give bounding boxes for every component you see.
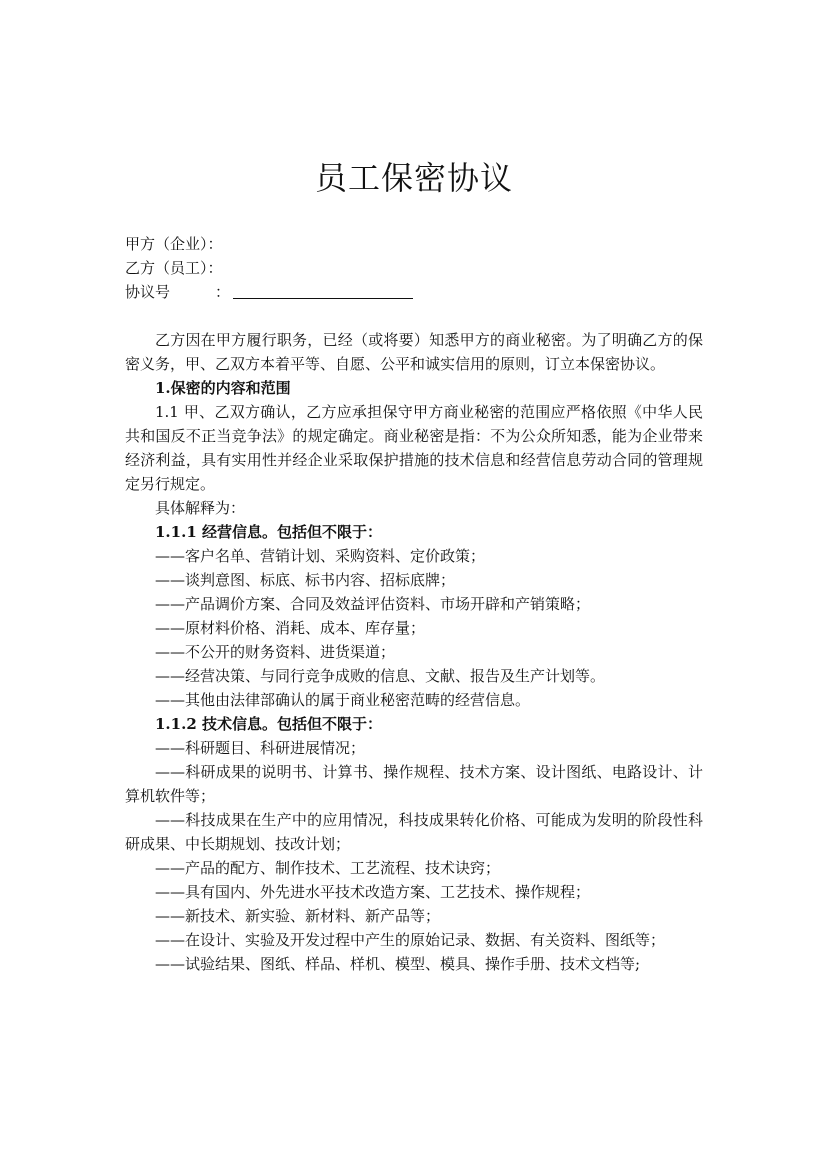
agreement-number-label: 协议号 [125,283,171,301]
technical-item: ——新技术、新实验、新材料、新产品等； [155,907,441,925]
agreement-number-line [125,280,703,304]
business-item: ——客户名单、营销计划、采购资料、定价政策； [155,547,486,565]
business-item: ——产品调价方案、合同及效益评估资料、市场开辟和产销策略； [155,595,591,613]
party-b-line [125,256,703,280]
technical-item: ——具有国内、外先进水平技术改造方案、工艺技术、操作规程； [155,883,591,901]
technical-item: ——在设计、实验及开发过程中产生的原始记录、数据、有关资料、图纸等； [155,931,666,949]
section-1-1-2-heading: 1.1.2 技术信息。包括但不限于： [155,715,382,733]
agreement-number-separator: ： [215,283,231,301]
business-item: ——其他由法律部确认的属于商业秘密范畴的经营信息。 [155,691,531,709]
paragraph-gap [125,304,703,328]
technical-item: ——产品的配方、制作技术、工艺流程、技术诀窍； [155,859,501,877]
technical-item: ——科技成果在生产中的应用情况，科技成果转化价格、可能成为发明的阶段性科研成果、中长期规划、技改计划； [125,811,703,853]
document-title: 员工保密协议 [314,159,513,197]
business-item: ——不公开的财务资料、进货渠道； [155,643,396,661]
business-item: ——经营决策、与同行竞争成败的信息、文献、报告及生产计划等。 [155,667,606,685]
section-1-heading: 1.保密的内容和范围 [155,379,291,397]
technical-item: ——科研题目、科研进展情况； [155,739,366,757]
explanation-label: 具体解释为： [155,499,246,517]
party-b-label: 乙方（员工）： [125,259,223,277]
document-content [125,150,703,976]
party-a-line [125,232,703,256]
business-item: ——原材料价格、消耗、成本、库存量； [155,619,426,637]
section-1-1-paragraph: 1.1 甲、乙双方确认，乙方应承担保守甲方商业秘密的范围应严格依照《中华人民共和国反不正当竞争法》的规定确定。商业秘密是指：不为公众所知悉，能为企业带来经济利益，具有实用性并经企业采取保护措施的技术信息和经营信息劳动合同的管理规定另行规定。 [125,403,703,493]
technical-item: ——科研成果的说明书、计算书、操作规程、技术方案、设计图纸、电路设计、计算机软件等； [125,763,703,805]
business-item: ——谈判意图、标底、标书内容、招标底牌； [155,571,456,589]
party-a-label: 甲方（企业）： [125,235,223,253]
technical-item: ——试验结果、图纸、样品、样机、模型、模具、操作手册、技术文档等; [155,955,641,973]
section-1-1-1-heading: 1.1.1 经营信息。包括但不限于： [155,523,382,541]
intro-paragraph: 乙方因在甲方履行职务，已经（或将要）知悉甲方的商业秘密。为了明确乙方的保密义务，甲、乙双方本着平等、自愿、公平和诚实信用的原则，订立本保密协议。 [125,331,703,373]
agreement-number-blank-line [233,282,413,299]
